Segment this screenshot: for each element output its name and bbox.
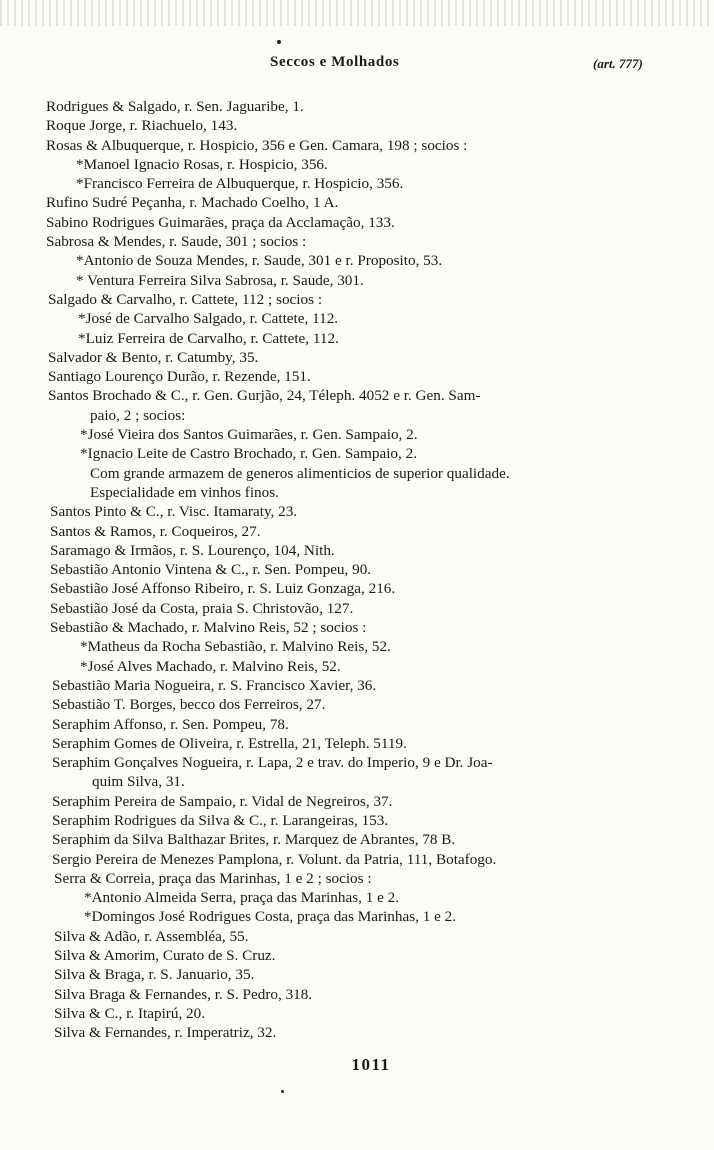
entry-line: Rufino Sudré Peçanha, r. Machado Coelho, 1 A.	[46, 194, 339, 212]
entry-line: Sebastião T. Borges, becco dos Ferreiros, 27.	[52, 696, 326, 714]
entry-line: paio, 2 ; socios:	[90, 406, 186, 424]
entry-line: Rodrigues & Salgado, r. Sen. Jaguaribe, 1.	[46, 98, 304, 115]
entry-line: *José Alves Machado, r. Malvino Reis, 52.	[80, 657, 341, 675]
page-number	[0, 1055, 714, 1075]
entry-line: Seraphim Gonçalves Nogueira, r. Lapa, 2 e trav. do Imperio, 9 e Dr. Joa-	[52, 754, 493, 772]
entry-line: Seraphim Gomes de Oliveira, r. Estrella, 21, Teleph. 5119.	[52, 734, 407, 752]
entry-line: Sebastião & Machado, r. Malvino Reis, 52 ; socios :	[50, 619, 367, 637]
entry-line: Silva & Adão, r. Assembléa, 55.	[54, 927, 249, 945]
entry-line: *Antonio de Souza Mendes, r. Saude, 301 e r. Proposito, 53.	[76, 252, 443, 270]
entry-line: *Domingos José Rodrigues Costa, praça das Marinhas, 1 e 2.	[84, 908, 457, 926]
entry-line: Sergio Pereira de Menezes Pamplona, r. Volunt. da Patria, 111, Botafogo.	[52, 850, 497, 868]
entry-line: * Ventura Ferreira Silva Sabrosa, r. Saude, 301.	[76, 271, 364, 289]
entry-line: Serra & Correia, praça das Marinhas, 1 e 2 ; socios :	[54, 869, 372, 887]
entry-line: Salvador & Bento, r. Catumby, 35.	[48, 348, 259, 366]
page-number-text: 1011	[351, 1055, 391, 1074]
entry-line: Silva Braga & Fernandes, r. S. Pedro, 318.	[54, 985, 313, 1003]
bottom-dot	[281, 1090, 284, 1093]
entry-line: Sabino Rodrigues Guimarães, praça da Acclamação, 133.	[46, 213, 395, 231]
entry-line: Silva & C., r. Itapirú, 20.	[54, 1004, 206, 1022]
entry-line: *Matheus da Rocha Sebastião, r. Malvino Reis, 52.	[80, 638, 391, 656]
entry-line: *Manoel Ignacio Rosas, r. Hospicio, 356.	[76, 155, 328, 173]
running-header	[0, 54, 714, 78]
entry-line: Sebastião Antonio Vintena & C., r. Sen. Pompeu, 90.	[50, 561, 372, 579]
entry-line: Saramago & Irmãos, r. S. Lourenço, 104, Nith.	[50, 541, 335, 559]
entry-line: Salgado & Carvalho, r. Cattete, 112 ; socios :	[48, 290, 323, 308]
entry-line: *José Vieira dos Santos Guimarães, r. Gen. Sampaio, 2.	[80, 426, 418, 444]
entry-line: Santos Pinto & C., r. Visc. Itamaraty, 23.	[50, 503, 298, 521]
directory-entries	[0, 97, 714, 1043]
entry-line: Santos & Ramos, r. Coqueiros, 27.	[50, 522, 261, 540]
entry-line: Especialidade em vinhos finos.	[90, 483, 279, 501]
entry-line: *Antonio Almeida Serra, praça das Marinhas, 1 e 2.	[84, 889, 400, 907]
entry-line: Seraphim da Silva Balthazar Brites, r. Marquez de Abrantes, 78 B.	[52, 831, 456, 849]
entry-line: Sebastião Maria Nogueira, r. S. Francisco Xavier, 36.	[52, 676, 377, 694]
entry-line: *José de Carvalho Salgado, r. Cattete, 112.	[78, 310, 339, 328]
entry-line: *Luiz Ferreira de Carvalho, r. Cattete, 112.	[78, 329, 339, 347]
entry-line: Seraphim Affonso, r. Sen. Pompeu, 78.	[52, 715, 289, 733]
entry-line: Roque Jorge, r. Riachuelo, 143.	[46, 117, 238, 135]
entry-line: Silva & Fernandes, r. Imperatriz, 32.	[54, 1024, 277, 1042]
entry-line: Rosas & Albuquerque, r. Hospicio, 356 e Gen. Camara, 198 ; socios :	[46, 136, 468, 154]
entry-line: Seraphim Pereira de Sampaio, r. Vidal de Negreiros, 37.	[52, 792, 393, 810]
top-dot	[277, 40, 281, 44]
entry-line: *Francisco Ferreira de Albuquerque, r. Hospicio, 356.	[76, 175, 404, 193]
entry-line: Com grande armazem de generos alimenticios de superior qualidade.	[90, 464, 510, 482]
article-reference: (art. 777)	[593, 56, 643, 71]
entry-line: Silva & Amorim, Curato de S. Cruz.	[54, 947, 276, 965]
entry-line: Santos Brochado & C., r. Gen. Gurjão, 24, Téleph. 4052 e r. Gen. Sam-	[48, 387, 481, 405]
entry-line: Seraphim Rodrigues da Silva & C., r. Larangeiras, 153.	[52, 811, 389, 829]
section-title: Seccos e Molhados	[270, 54, 400, 70]
page-top-noise	[0, 0, 714, 26]
entry-line: quim Silva, 31.	[92, 773, 185, 791]
entry-line: Santiago Lourenço Durão, r. Rezende, 151.	[48, 368, 311, 386]
entry-line: Sabrosa & Mendes, r. Saude, 301 ; socios :	[46, 233, 307, 251]
entry-line: Silva & Braga, r. S. Januario, 35.	[54, 966, 255, 984]
entry-line: Sebastião José da Costa, praia S. Christovão, 127.	[50, 599, 354, 617]
entry-line: *Ignacio Leite de Castro Brochado, r. Gen. Sampaio, 2.	[80, 445, 417, 463]
entry-line: Sebastião José Affonso Ribeiro, r. S. Luiz Gonzaga, 216.	[50, 580, 396, 598]
